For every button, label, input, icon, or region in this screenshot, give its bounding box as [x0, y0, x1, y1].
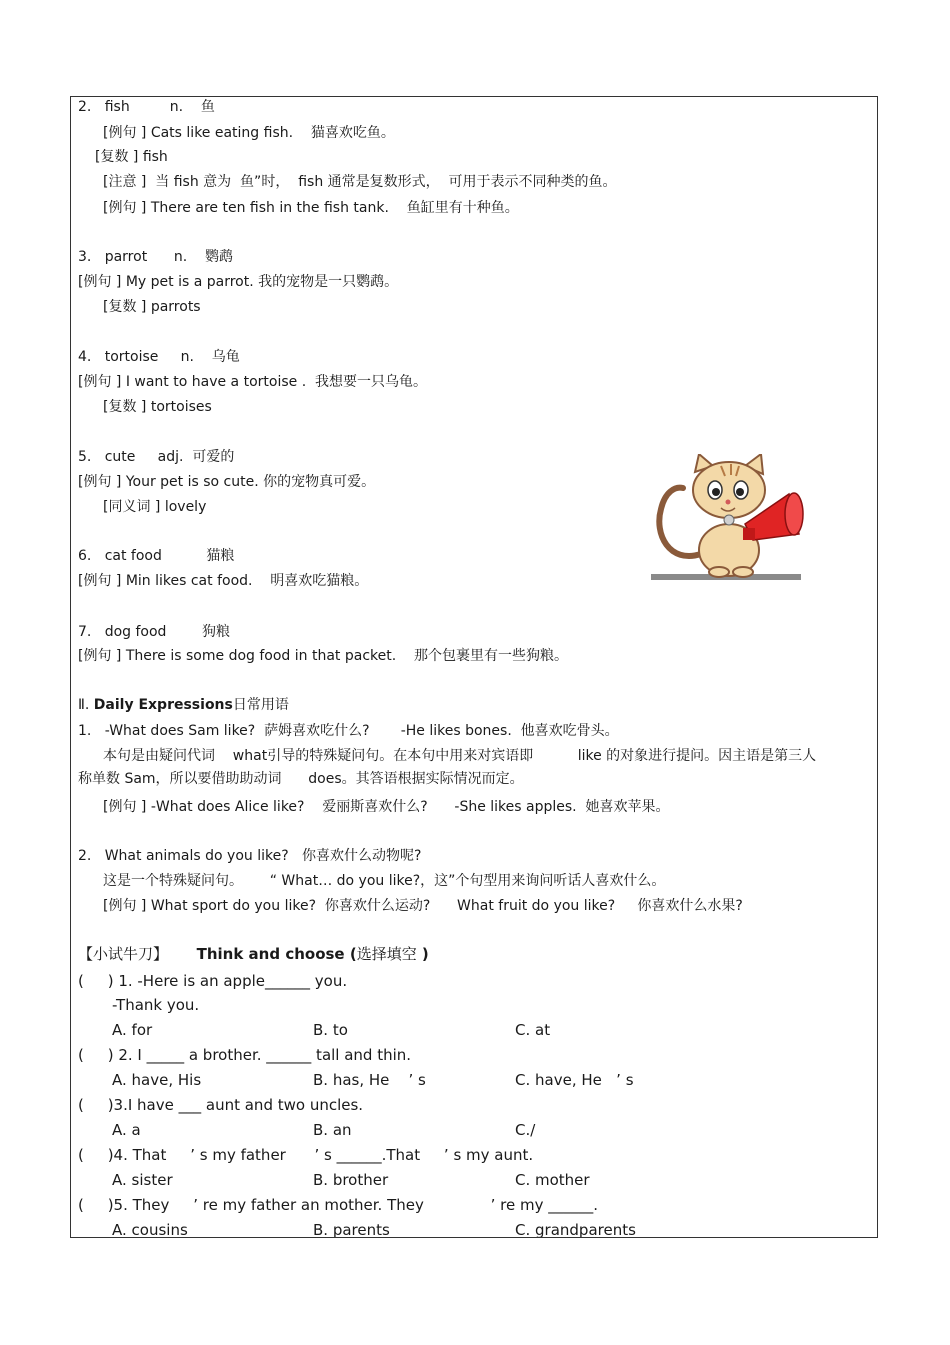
expression-2-example: [例句 ] What sport do you like? 你喜欢什么运动? What fruit do you like? 你喜欢什么水果?	[103, 898, 743, 914]
quiz-q4-stem: ( )4. That ’ s my father ’ s ______.That ’ s my aunt.	[78, 1146, 534, 1164]
quiz-q1-option-c[interactable]: C. at	[515, 1021, 551, 1039]
expression-2-explanation: 这是一个特殊疑问句。 “ What… do you like?，这”个句型用来询问听话人喜欢什么。	[103, 873, 666, 889]
quiz-q5-option-b[interactable]: B. parents	[313, 1221, 390, 1238]
quiz-q4-option-a[interactable]: A. sister	[112, 1171, 173, 1189]
quiz-q2-option-a[interactable]: A. have, His	[112, 1071, 202, 1089]
vocab-parrot-plural: [复数 ] parrots	[103, 299, 201, 315]
quiz-q3-option-b[interactable]: B. an	[313, 1121, 352, 1139]
cat-megaphone-illustration	[649, 454, 809, 584]
expression-1-title: 1. -What does Sam like? 萨姆喜欢吃什么? -He likes bones. 他喜欢吃骨头。	[78, 723, 619, 739]
expressions-heading: Ⅱ. Daily Expressions日常用语	[78, 697, 289, 713]
vocab-dogfood-title: 7. dog food 狗粮	[78, 624, 231, 640]
cat-bell	[724, 515, 734, 525]
vocab-fish-note: [注意 ] 当 fish 意为 鱼”时， fish 通常是复数形式， 可用于表示不同种类的鱼。	[103, 174, 617, 190]
expression-1-explanation-1: 本句是由疑问代词 what引导的特殊疑问句。在本句中用来对宾语即 like 的对象进行提问。因主语是第三人	[103, 748, 817, 764]
quiz-q3-stem: ( )3.I have ___ aunt and two uncles.	[78, 1096, 364, 1114]
vocab-fish-title: 2. fish n. 鱼	[78, 99, 215, 115]
vocab-fish-example-2: [例句 ] There are ten fish in the fish tank. 鱼缸里有十种鱼。	[103, 200, 519, 216]
quiz-q1-stem-2: -Thank you.	[112, 996, 200, 1014]
vocab-cute-example: [例句 ] Your pet is so cute. 你的宠物真可爱。	[78, 474, 376, 490]
quiz-q5-option-c[interactable]: C. grandparents	[515, 1221, 636, 1238]
vocab-parrot-example: [例句 ] My pet is a parrot. 我的宠物是一只鹦鹉。	[78, 274, 399, 290]
vocab-fish-example-1: [例句 ] Cats like eating fish. 猫喜欢吃鱼。	[103, 125, 395, 141]
quiz-q2-stem: ( ) 2. I _____ a brother. ______ tall and thin.	[78, 1046, 412, 1064]
quiz-q3-option-a[interactable]: A. a	[112, 1121, 141, 1139]
vocab-parrot-title: 3. parrot n. 鹦鹉	[78, 249, 234, 265]
cat-head	[693, 462, 765, 518]
expression-2-title: 2. What animals do you like? 你喜欢什么动物呢?	[78, 848, 422, 864]
vocab-fish-plural: [复数 ] fish	[95, 149, 168, 165]
quiz-q1-option-a[interactable]: A. for	[112, 1021, 153, 1039]
quiz-q4-option-b[interactable]: B. brother	[313, 1171, 389, 1189]
expression-1-explanation-2: 称单数 Sam，所以要借助助动词 does。其答语根据实际情况而定。	[78, 771, 524, 787]
quiz-q5-stem: ( )5. They ’ re my father an mother. They ’ re my ______.	[78, 1196, 599, 1214]
vocab-catfood-example: [例句 ] Min likes cat food. 明喜欢吃猫粮。	[78, 573, 369, 589]
vocab-cute-title: 5. cute adj. 可爱的	[78, 449, 235, 465]
vocab-dogfood-example: [例句 ] There is some dog food in that packet. 那个包裹里有一些狗粮。	[78, 648, 568, 664]
vocab-cute-synonym: [同义词 ] lovely	[103, 499, 207, 515]
quiz-q3-option-c[interactable]: C./	[515, 1121, 536, 1139]
quiz-q1-option-b[interactable]: B. to	[313, 1021, 348, 1039]
quiz-q2-option-c[interactable]: C. have, He ’ s	[515, 1071, 634, 1089]
vocab-tortoise-plural: [复数 ] tortoises	[103, 399, 212, 415]
quiz-q1-stem: ( ) 1. -Here is an apple______ you.	[78, 972, 348, 990]
vocab-tortoise-example: [例句 ] I want to have a tortoise . 我想要一只乌龟。	[78, 374, 428, 390]
quiz-heading: 【小试牛刀】 Think and choose (选择填空 )	[78, 945, 429, 963]
quiz-q4-option-c[interactable]: C. mother	[515, 1171, 590, 1189]
vocab-catfood-title: 6. cat food 猫粮	[78, 548, 235, 564]
vocab-tortoise-title: 4. tortoise n. 乌龟	[78, 349, 240, 365]
content-frame	[70, 96, 878, 1238]
quiz-q5-option-a[interactable]: A. cousins	[112, 1221, 188, 1238]
quiz-q2-option-b[interactable]: B. has, He ’ s	[313, 1071, 426, 1089]
expression-1-example: [例句 ] -What does Alice like? 爱丽斯喜欢什么? -She likes apples. 她喜欢苹果。	[103, 799, 670, 815]
